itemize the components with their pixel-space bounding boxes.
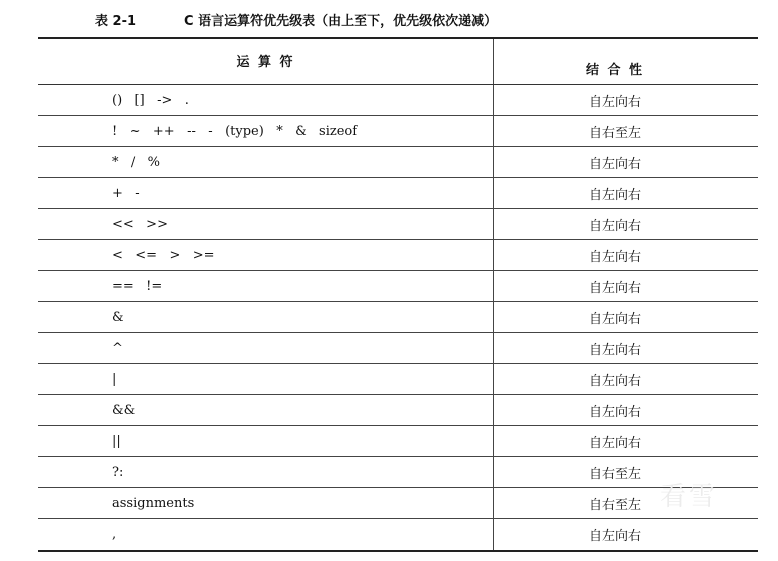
associativity-cell: 自右至左 — [588, 466, 641, 482]
operator-cell: || — [38, 426, 494, 456]
table-title: C 语言运算符优先级表（由上至下，优先级依次递减） — [184, 14, 498, 29]
table-row — [38, 178, 758, 209]
associativity-cell: 自左向右 — [588, 280, 641, 296]
table-number: 表 2-1 — [95, 14, 137, 29]
table-row — [38, 519, 758, 550]
precedence-table — [38, 37, 758, 552]
table-row — [38, 364, 758, 395]
associativity-cell: 自左向右 — [588, 435, 641, 451]
associativity-cell: 自右至左 — [588, 497, 641, 513]
table-row — [38, 457, 758, 488]
associativity-cell: 自左向右 — [588, 311, 641, 327]
table-row — [38, 302, 758, 333]
table-row — [38, 488, 758, 519]
operator-cell: | — [38, 364, 494, 394]
operator-cell: ^ — [38, 333, 494, 363]
associativity-cell: 自左向右 — [588, 373, 641, 389]
operator-cell: * / % — [38, 147, 494, 177]
associativity-cell: 自左向右 — [588, 218, 641, 234]
associativity-cell: 自右至左 — [588, 125, 641, 141]
operator-cell: + - — [38, 178, 494, 208]
operator-cell: < <= > >= — [38, 240, 494, 270]
table-row — [38, 395, 758, 426]
operator-cell: && — [38, 395, 494, 425]
header-operator: 运 算 符 — [38, 39, 494, 84]
table-row — [38, 426, 758, 457]
operator-cell: , — [38, 519, 494, 550]
operator-cell: () [] -> . — [38, 85, 494, 115]
table-row — [38, 271, 758, 302]
operator-cell: assignments — [38, 488, 494, 518]
associativity-cell: 自左向右 — [588, 529, 641, 544]
operator-cell: ?: — [38, 457, 494, 487]
operator-cell: ! ~ ++ -- - (type) * & sizeof — [38, 116, 494, 146]
associativity-cell: 自左向右 — [588, 94, 641, 110]
table-row — [38, 116, 758, 147]
table-row — [38, 333, 758, 364]
header-associativity: 结 合 性 — [585, 63, 645, 78]
operator-cell: & — [38, 302, 494, 332]
operator-cell: << >> — [38, 209, 494, 239]
associativity-cell: 自左向右 — [588, 156, 641, 172]
associativity-cell: 自左向右 — [588, 187, 641, 203]
associativity-cell: 自左向右 — [588, 342, 641, 358]
associativity-cell: 自左向右 — [588, 249, 641, 265]
table-row — [38, 85, 758, 116]
operator-cell: == != — [38, 271, 494, 301]
table-header-row — [38, 39, 758, 85]
table-row — [38, 147, 758, 178]
watermark: 看雪 — [659, 482, 718, 512]
table-row — [38, 240, 758, 271]
table-caption — [95, 10, 497, 29]
table-row — [38, 209, 758, 240]
associativity-cell: 自左向右 — [588, 404, 641, 420]
